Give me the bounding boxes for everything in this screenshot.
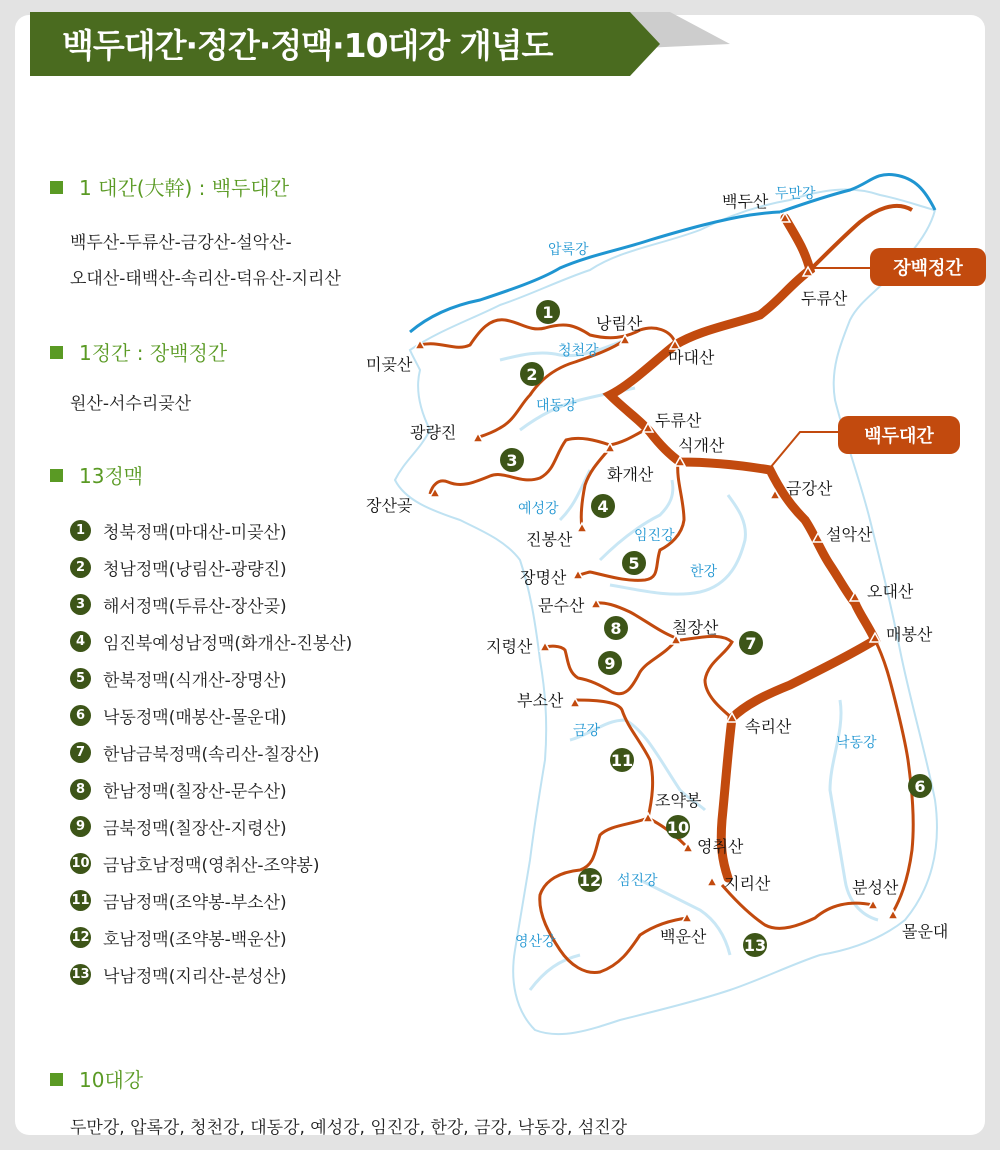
jeongmaek-item-text: 낙남정맥(지리산-분성산)	[103, 967, 287, 987]
jeongmaek-badge-label: 7	[745, 634, 757, 653]
label-joyakbong: 조약봉	[655, 791, 702, 810]
label-yeseong-river: 예성강	[518, 501, 559, 517]
jeongmaek-item	[70, 956, 352, 993]
jeongmaek-item-text: 금남호남정맥(영취산-조약봉)	[103, 856, 320, 876]
jeongmaek-item	[70, 660, 352, 697]
daegan-line-1: 백두산-두류산-금강산-설악산-	[70, 233, 292, 253]
jeongmaek-12	[540, 818, 688, 973]
jeongmaek-item-text: 호남정맥(조약봉-백운산)	[103, 930, 287, 950]
jeongmaek-item	[70, 808, 352, 845]
jeongmaek-item	[70, 882, 352, 919]
label-morundae: 몰운대	[902, 922, 949, 941]
label-jiryeongsan: 지령산	[486, 637, 533, 656]
number-badge-icon: 12	[70, 927, 91, 948]
mountain-peak-icon	[643, 813, 653, 822]
label-jangmyeongsan: 장명산	[520, 568, 567, 587]
jeongmaek-badge-label: 6	[914, 777, 926, 796]
label-odaesan: 오대산	[867, 582, 914, 601]
jeongmaek-badge-label: 9	[604, 654, 616, 673]
bullet-square-icon	[50, 181, 63, 194]
label-geumgangsan: 금강산	[786, 479, 833, 498]
bullet-square-icon	[50, 1073, 63, 1086]
jeongmaek-7	[680, 636, 732, 718]
label-nangnimsan: 낭림산	[596, 314, 643, 333]
label-maebongsan: 매봉산	[886, 625, 933, 644]
label-chiljangsan: 칠장산	[672, 618, 719, 637]
jeongmaek-item-text: 청남정맥(낭림산-광량진)	[103, 560, 287, 580]
number-badge-icon: 8	[70, 779, 91, 800]
baekdu-tag-leader	[770, 432, 838, 468]
number-badge-icon: 4	[70, 631, 91, 652]
jeongmaek-item	[70, 734, 352, 771]
jeongmaek-heading	[50, 460, 143, 489]
rivers-heading-text: 10대강	[79, 1068, 144, 1092]
jeongmaek-badge-label: 8	[610, 619, 622, 638]
rivers-heading	[50, 1064, 143, 1093]
mountain-peak-icon	[888, 910, 898, 919]
rivers-line-1: 두만강, 압록강, 청천강, 대동강, 예성강, 임진강, 한강, 금강, 낙동강, 섬진강	[70, 1118, 628, 1138]
jeongmaek-item-text: 한북정맥(식개산-장명산)	[103, 671, 287, 691]
label-geum-river: 금강	[573, 723, 601, 739]
jeongmaek-item-text: 청북정맥(마대산-미곶산)	[103, 523, 287, 543]
yeongsan-river	[530, 955, 580, 990]
jeongmaek-item	[70, 586, 352, 623]
jeongmaek-item	[70, 623, 352, 660]
jeongmaek-badge-label: 12	[578, 871, 602, 890]
number-badge-icon: 2	[70, 557, 91, 578]
jeongmaek-3	[430, 428, 648, 494]
mountain-peak-icon	[577, 523, 587, 532]
number-badge-icon: 7	[70, 742, 91, 763]
jeongmaek-item-text: 한남금북정맥(속리산-칠장산)	[103, 745, 320, 765]
number-badge-icon: 13	[70, 964, 91, 985]
number-badge-icon: 6	[70, 705, 91, 726]
jeongmaek-item	[70, 919, 352, 956]
bullet-square-icon	[50, 346, 63, 359]
jeongmaek-badge-label: 13	[743, 936, 767, 955]
label-amnok-river: 압록강	[548, 242, 589, 258]
jangbaek-tag-label: 장백정간	[893, 258, 963, 279]
label-hwagaesan: 화개산	[607, 465, 654, 484]
page-title: 백두대간·정간·정맥·10대강 개념도	[62, 26, 553, 65]
jeongmaek-item-text: 낙동정맥(매봉산-몰운대)	[103, 708, 287, 728]
label-jangsangot: 장산곶	[366, 496, 413, 515]
label-daedong-river: 대동강	[536, 398, 577, 414]
jeongmaek-item	[70, 549, 352, 586]
daegan-heading-text: 1 대간(大幹) : 백두대간	[79, 176, 290, 200]
label-jinbongsan: 진봉산	[526, 530, 573, 549]
jeongmaek-heading-text: 13정맥	[79, 464, 144, 488]
jeongmaek-badge-label: 4	[597, 497, 609, 516]
jeongmaek-badge-label: 11	[610, 751, 634, 770]
number-badge-icon: 10	[70, 853, 91, 874]
label-bunseongsan: 분성산	[852, 878, 899, 897]
label-sikgaesan: 식개산	[678, 436, 725, 455]
jeongmaek-badge-label: 5	[628, 554, 640, 573]
label-seomjin-river: 섬진강	[617, 873, 658, 889]
jeonggan-line-1: 원산-서수리곶산	[70, 394, 192, 414]
label-busosan: 부소산	[517, 691, 564, 710]
jeongmaek-item-text: 금북정맥(칠장산-지령산)	[103, 819, 287, 839]
label-han-river: 한강	[690, 564, 718, 580]
jeongmaek-item-text: 해서정맥(두류산-장산곶)	[103, 597, 287, 617]
label-migotsan: 미곶산	[366, 355, 413, 374]
jeongmaek-item-text: 한남정맥(칠장산-문수산)	[103, 782, 287, 802]
daegan-line-2: 오대산-태백산-속리산-덕유산-지리산	[70, 269, 341, 289]
label-songnisan: 속리산	[745, 717, 792, 736]
jeongmaek-item	[70, 845, 352, 882]
jeongmaek-badge-label: 1	[542, 303, 554, 322]
label-duryusan: 두류산	[655, 411, 702, 430]
number-badge-icon: 3	[70, 594, 91, 615]
number-badge-icon: 1	[70, 520, 91, 541]
baekdu-tag-label: 백두대간	[864, 426, 934, 447]
label-yeongsan-river: 영산강	[515, 934, 556, 950]
number-badge-icon: 9	[70, 816, 91, 837]
jeongmaek-item	[70, 697, 352, 734]
jeongmaek-badge-label: 3	[506, 451, 518, 470]
jeongmaek-list	[70, 512, 352, 993]
label-madaesan: 마대산	[668, 348, 715, 367]
label-cheongcheon-river: 청천강	[558, 343, 599, 359]
label-yeongchwisan: 영취산	[697, 837, 744, 856]
label-nakdong-river: 낙동강	[836, 735, 877, 751]
jeongmaek-badge-label: 10	[666, 818, 690, 837]
mountain-peak-icon	[707, 877, 717, 886]
label-baegunsan: 백운산	[660, 927, 707, 946]
bullet-square-icon	[50, 469, 63, 482]
number-badge-icon: 11	[70, 890, 91, 911]
daegan-heading	[50, 172, 289, 201]
amnok-river	[410, 212, 780, 332]
jeonggan-heading-text: 1정간 : 장백정간	[79, 341, 228, 365]
jeongmaek-badge-label: 2	[526, 365, 538, 384]
label-tumen-river: 두만강	[775, 186, 816, 202]
jeongmaek-item-text: 임진북예성남정맥(화개산-진봉산)	[103, 634, 353, 654]
jeongmaek-item-text: 금남정맥(조약봉-부소산)	[103, 893, 287, 913]
korea-ridge-map	[360, 155, 1000, 1055]
number-badge-icon: 5	[70, 668, 91, 689]
label-gwangnyangjin: 광량진	[410, 423, 457, 442]
label-munsusan: 문수산	[538, 596, 585, 615]
jeongmaek-item	[70, 771, 352, 808]
label-jirisan: 지리산	[724, 874, 771, 893]
yeseong-river	[560, 470, 590, 520]
jeongmaek-item	[70, 512, 352, 549]
label-seoraksan: 설악산	[826, 525, 873, 544]
label-duryusan-north: 두류산	[801, 289, 848, 308]
label-imjin-river: 임진강	[634, 528, 675, 544]
jeonggan-heading	[50, 337, 227, 366]
label-baekdusan: 백두산	[722, 192, 769, 211]
